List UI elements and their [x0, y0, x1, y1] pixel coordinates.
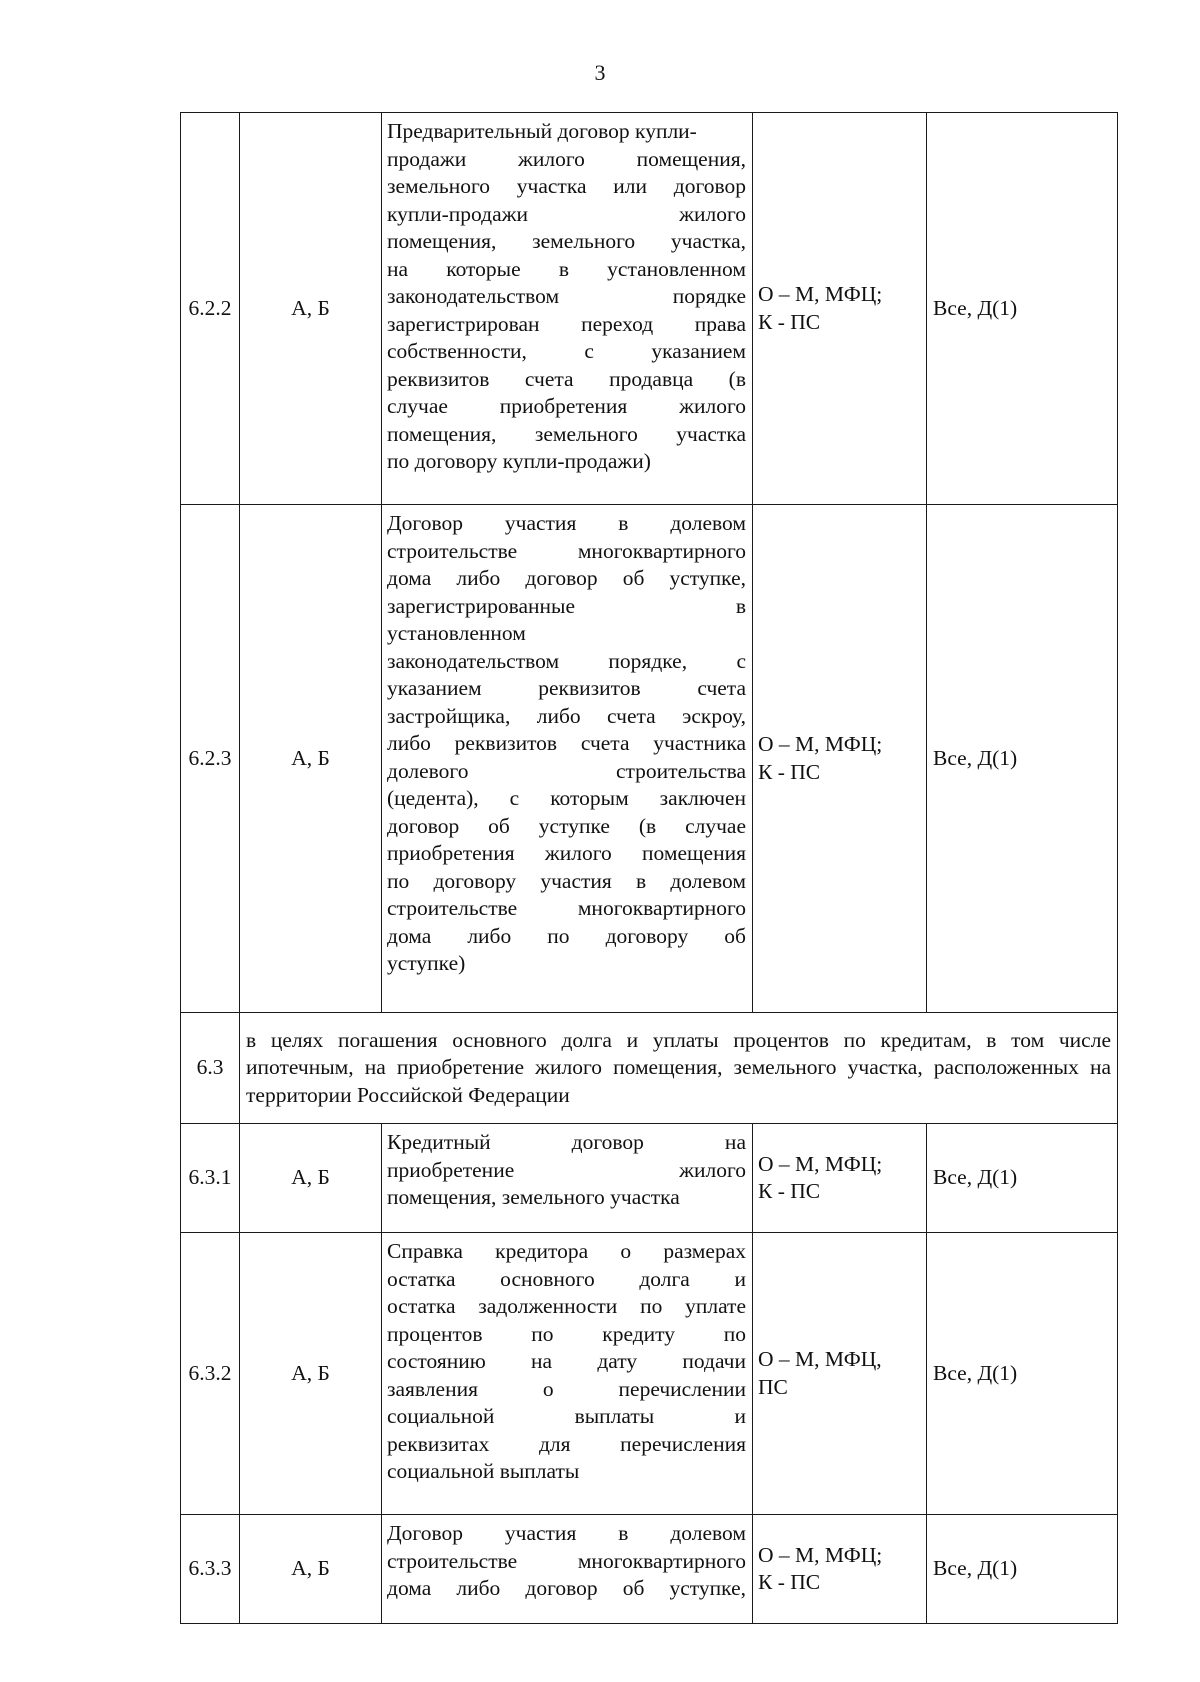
document-description	[382, 1515, 753, 1624]
applicability: Все, Д(1)	[927, 113, 1118, 505]
document-description-line: реквизитов счета продавца (в	[387, 366, 746, 391]
table-row	[181, 505, 1118, 1013]
section-heading-text: в целях погашения основного долга и уплаты процентов по кредитам, в том числе ипотечным, на приобретение жилого помещения, земельного участка, расположенных на территории Российской Федерации	[240, 1013, 1118, 1124]
document-description-line: социальной выплаты и	[387, 1404, 746, 1428]
submission-method-line: К - ПС	[758, 759, 821, 784]
applicant-category: А, Б	[240, 505, 382, 1013]
table-row	[181, 1233, 1118, 1515]
table-row	[181, 113, 1118, 505]
row-number: 6.3	[181, 1013, 240, 1124]
table-row	[181, 1515, 1118, 1624]
row-number: 6.3.2	[181, 1233, 240, 1515]
document-description-line: земельного участка или договор	[387, 174, 746, 198]
document-description-line: помещения, земельного участка,	[387, 229, 746, 253]
submission-method	[753, 113, 927, 505]
document-description-line: помещения, земельного участка	[387, 421, 746, 446]
document-description-line: приобретение жилого	[387, 1157, 746, 1182]
document-description-line: реквизитах для перечисления	[387, 1431, 746, 1456]
document-description	[382, 1233, 753, 1515]
document-description-line: (цедента), с которым заключен	[387, 786, 746, 810]
document-description-line: зарегистрированные в	[387, 593, 746, 618]
document-description-line: приобретения жилого помещения	[387, 841, 746, 865]
document-description-line: установленном	[387, 621, 526, 645]
submission-method-line: О – М, МФЦ,	[758, 1347, 882, 1371]
document-description-line: строительстве многоквартирного	[387, 1548, 746, 1573]
page-number: 3	[594, 60, 606, 85]
document-description-line: остатка задолженности по уплате	[387, 1294, 746, 1318]
submission-method-line: К - ПС	[758, 309, 821, 334]
table-row	[181, 1013, 1118, 1124]
document-description-line: дома либо по договору об	[387, 923, 746, 948]
document-description-line: Кредитный договор на	[387, 1130, 746, 1154]
applicability: Все, Д(1)	[927, 1515, 1118, 1624]
applicant-category: А, Б	[240, 1233, 382, 1515]
document-description-line: Предварительный договор купли-	[387, 119, 697, 143]
document-description-line: строительстве многоквартирного	[387, 896, 746, 920]
applicability: Все, Д(1)	[927, 505, 1118, 1013]
document-description-line: законодательством порядке	[387, 284, 746, 308]
submission-method	[753, 505, 927, 1013]
document-description-line: на которые в установленном	[387, 256, 746, 281]
documents-table-body	[181, 113, 1118, 1624]
document-description-line: Договор участия в долевом	[387, 511, 746, 535]
submission-method-line: ПС	[758, 1374, 788, 1399]
submission-method-line: О – М, МФЦ;	[758, 1542, 883, 1567]
document-description-line: заявления о перечислении	[387, 1376, 746, 1401]
document-description-line: помещения, земельного участка	[387, 1185, 680, 1209]
applicant-category: А, Б	[240, 113, 382, 505]
document-description-line: договор об уступке (в случае	[387, 813, 746, 838]
document-description	[382, 505, 753, 1013]
document-description-line: остатка основного долга и	[387, 1266, 746, 1291]
document-description-line: социальной выплаты	[387, 1459, 580, 1483]
applicability: Все, Д(1)	[927, 1233, 1118, 1515]
document-description-line: случае приобретения жилого	[387, 394, 746, 418]
document-description-line: по договору участия в долевом	[387, 868, 746, 893]
documents-table	[180, 112, 1118, 1624]
row-number: 6.2.2	[181, 113, 240, 505]
document-description-line: процентов по кредиту по	[387, 1321, 746, 1346]
document-description	[382, 113, 753, 505]
submission-method	[753, 1233, 927, 1515]
submission-method-line: О – М, МФЦ;	[758, 732, 883, 756]
submission-method-line: К - ПС	[758, 1179, 821, 1203]
row-number: 6.2.3	[181, 505, 240, 1013]
document-description	[382, 1124, 753, 1233]
submission-method-line: О – М, МФЦ;	[758, 1151, 883, 1176]
row-number: 6.3.1	[181, 1124, 240, 1233]
document-description-line: по договору купли-продажи)	[387, 449, 651, 473]
submission-method	[753, 1515, 927, 1624]
applicant-category: А, Б	[240, 1124, 382, 1233]
document-description-line: состоянию на дату подачи	[387, 1349, 746, 1373]
submission-method-line: К - ПС	[758, 1570, 821, 1594]
document-description-line: долевого строительства	[387, 758, 746, 783]
document-description-line: Справка кредитора о размерах	[387, 1239, 746, 1263]
applicant-category: А, Б	[240, 1515, 382, 1624]
document-description-line: строительстве многоквартирного	[387, 538, 746, 563]
submission-method	[753, 1124, 927, 1233]
document-description-line: дома либо договор об уступке,	[387, 566, 746, 590]
document-description-line: продажи жилого помещения,	[387, 146, 746, 171]
document-description-line: либо реквизитов счета участника	[387, 731, 746, 755]
document-description-line: дома либо договор об уступке,	[387, 1576, 746, 1600]
applicability: Все, Д(1)	[927, 1124, 1118, 1233]
document-description-line: Договор участия в долевом	[387, 1521, 746, 1545]
document-description-line: законодательством порядке, с	[387, 648, 746, 673]
document-description-line: собственности, с указанием	[387, 339, 746, 363]
table-row	[181, 1124, 1118, 1233]
submission-method-line: О – М, МФЦ;	[758, 282, 883, 306]
document-description-line: зарегистрирован переход права	[387, 311, 746, 336]
document-description-line: застройщика, либо счета эскроу,	[387, 703, 746, 728]
document-description-line: купли-продажи жилого	[387, 201, 746, 226]
document-description-line: указанием реквизитов счета	[387, 676, 746, 700]
row-number: 6.3.3	[181, 1515, 240, 1624]
document-description-line: уступке)	[387, 951, 466, 975]
